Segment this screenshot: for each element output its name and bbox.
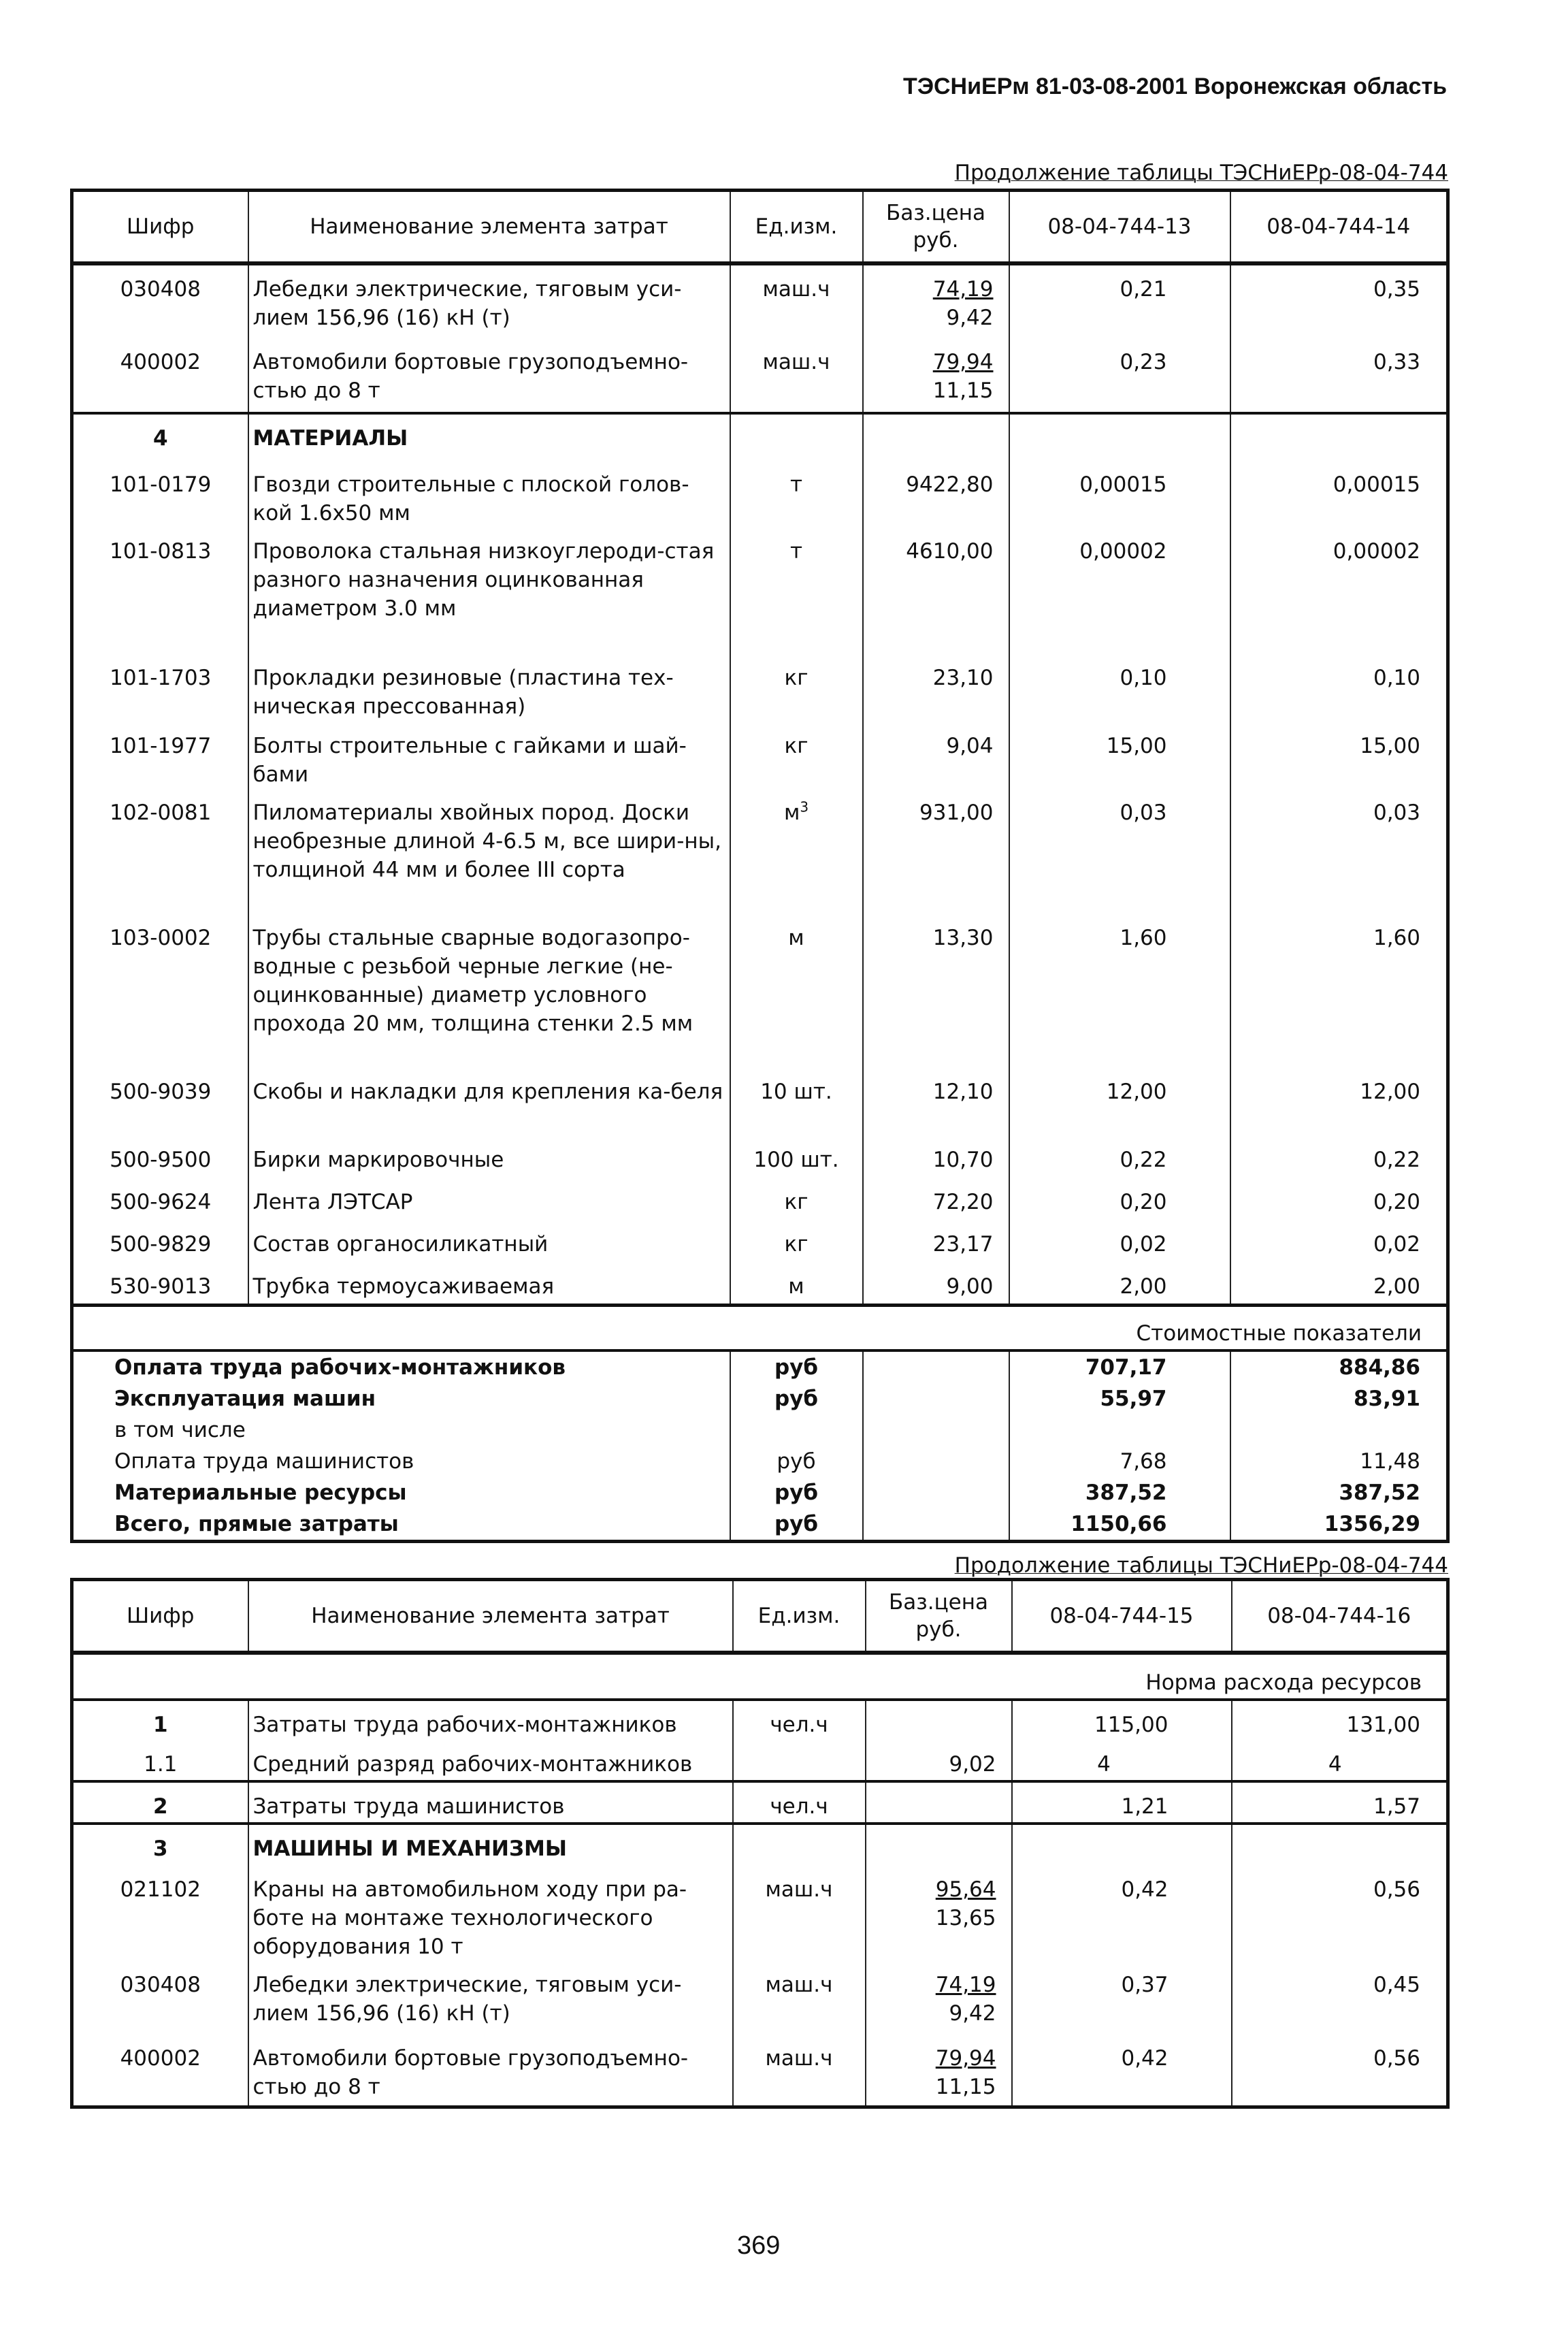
summary-row-total [72, 1508, 1448, 1542]
price-sub: 13,65 [935, 1906, 996, 1930]
row-value-2: 1,57 [1232, 1781, 1448, 1824]
row-unit: кг [730, 1178, 863, 1220]
summary-unit: руб [730, 1383, 863, 1414]
table2-resources [70, 1578, 1450, 2109]
header-col1: 08-04-744-13 [1009, 191, 1230, 264]
row-price [866, 1781, 1012, 1824]
table-row [72, 789, 1448, 914]
table-row [72, 914, 1448, 1068]
row-price: 23,17 [863, 1220, 1009, 1263]
row-value-1: 1,60 [1009, 914, 1230, 1068]
table-row [72, 654, 1448, 722]
row-code: 500-9829 [72, 1220, 248, 1263]
section-code: 4 [72, 413, 248, 461]
table-row [72, 722, 1448, 789]
row-name: Бирки маркировочные [248, 1136, 730, 1178]
row-value-1: 0,37 [1012, 1961, 1232, 2035]
unit-base: м [783, 800, 800, 825]
table-row [72, 1700, 1448, 1741]
row-name: Затраты труда машинистов [248, 1781, 733, 1824]
row-name: Автомобили бортовые грузоподъемно-стью до 8 т [248, 338, 730, 413]
row-unit: т [730, 528, 863, 654]
row-name: Прокладки резиновые (пластина тех-ническая прессованная) [248, 654, 730, 722]
row-price: 72,20 [863, 1178, 1009, 1220]
row-name: Скобы и накладки для крепления ка-беля [248, 1068, 730, 1136]
summary-value-2: 884,86 [1230, 1350, 1448, 1383]
row-value-1: 115,00 [1012, 1700, 1232, 1741]
row-unit [730, 789, 863, 914]
row-value-1: 2,00 [1009, 1263, 1230, 1305]
row-code: 030408 [72, 1961, 248, 2035]
row-unit: маш.ч [733, 1866, 866, 1961]
row-name: Затраты труда рабочих-монтажников [248, 1700, 733, 1741]
row-price: 9,02 [866, 1741, 1012, 1781]
header-code: Шифр [72, 191, 248, 264]
price-main: 74,19 [932, 277, 994, 302]
price-sub: 9,42 [949, 2001, 996, 2026]
table-row [72, 1068, 1448, 1136]
row-unit: т [730, 461, 863, 528]
row-value-1: 0,21 [1009, 263, 1230, 338]
summary-value-1: 7,68 [1009, 1446, 1230, 1477]
table-row [72, 528, 1448, 654]
summary-label: Эксплуатация машин [72, 1383, 730, 1414]
row-value-1: 0,03 [1009, 789, 1230, 914]
table-row [72, 1178, 1448, 1220]
row-name: Проволока стальная низкоуглероди-стая разного назначения оцинкованная диаметром 3.0 мм [248, 528, 730, 654]
table2-caption: Продолжение таблицы ТЭСНиЕРр-08-04-744 [954, 1553, 1448, 1578]
row-code: 1 [72, 1700, 248, 1741]
row-unit: кг [730, 654, 863, 722]
row-code: 1.1 [72, 1741, 248, 1781]
row-value-1: 0,00002 [1009, 528, 1230, 654]
header-price-line1: Баз.цена [885, 201, 986, 225]
summary-value-2: 83,91 [1230, 1383, 1448, 1414]
header-price-line1: Баз.цена [888, 1590, 989, 1615]
row-value-2: 0,03 [1230, 789, 1448, 914]
table-row [72, 1866, 1448, 1961]
summary-unit: руб [730, 1477, 863, 1508]
header-col2: 08-04-744-14 [1230, 191, 1448, 264]
table-row [72, 1961, 1448, 2035]
row-price: 10,70 [863, 1136, 1009, 1178]
banner-text: Норма расхода ресурсов [72, 1653, 1448, 1700]
header-code: Шифр [72, 1580, 248, 1653]
row-code: 2 [72, 1781, 248, 1824]
page-number: 369 [737, 2231, 781, 2260]
row-value-2: 2,00 [1230, 1263, 1448, 1305]
row-code: 400002 [72, 2035, 248, 2107]
row-value-1: 0,42 [1012, 2035, 1232, 2107]
summary-value-1: 55,97 [1009, 1383, 1230, 1414]
header-name: Наименование элемента затрат [248, 1580, 733, 1653]
summary-value-1: 387,52 [1009, 1477, 1230, 1508]
row-name: Пиломатериалы хвойных пород. Доски необрезные длиной 4-6.5 м, все шири-ны, толщиной 44 мм и более III сорта [248, 789, 730, 914]
summary-value-2: 11,48 [1230, 1446, 1448, 1477]
table-row [72, 1263, 1448, 1305]
row-value-2: 0,10 [1230, 654, 1448, 722]
row-value-2: 0,00002 [1230, 528, 1448, 654]
table2-header-row [72, 1580, 1448, 1653]
table1-header-row [72, 191, 1448, 264]
header-col2: 08-04-744-16 [1232, 1580, 1448, 1653]
price-main: 95,64 [935, 1877, 996, 1902]
row-code: 021102 [72, 1866, 248, 1961]
row-price [863, 263, 1009, 338]
row-unit: чел.ч [733, 1700, 866, 1741]
row-unit: м [730, 914, 863, 1068]
header-price [863, 191, 1009, 264]
row-price: 9,00 [863, 1263, 1009, 1305]
row-code: 530-9013 [72, 1263, 248, 1305]
summary-label: Всего, прямые затраты [72, 1508, 730, 1542]
row-value-2: 0,45 [1232, 1961, 1448, 2035]
row-price: 4610,00 [863, 528, 1009, 654]
table-row [72, 1741, 1448, 1781]
row-code: 102-0081 [72, 789, 248, 914]
row-value-2: 15,00 [1230, 722, 1448, 789]
banner-text: Стоимостные показатели [72, 1305, 1448, 1350]
summary-value-2 [1230, 1414, 1448, 1446]
row-name: Краны на автомобильном ходу при ра-боте на монтаже технологического оборудования 10 т [248, 1866, 733, 1961]
row-unit: маш.ч [733, 1961, 866, 2035]
row-value-1: 4 [1012, 1741, 1232, 1781]
row-code: 500-9500 [72, 1136, 248, 1178]
table1-caption: Продолжение таблицы ТЭСНиЕРр-08-04-744 [954, 161, 1448, 185]
page-header: ТЭСНиЕРм 81-03-08-2001 Воронежская область [903, 74, 1447, 99]
row-unit: кг [730, 722, 863, 789]
row-value-2: 4 [1232, 1741, 1448, 1781]
row-value-1: 1,21 [1012, 1781, 1232, 1824]
row-value-2: 0,20 [1230, 1178, 1448, 1220]
row-price: 23,10 [863, 654, 1009, 722]
summary-row [72, 1477, 1448, 1508]
price-main: 79,94 [935, 2046, 996, 2071]
row-value-1: 0,20 [1009, 1178, 1230, 1220]
row-unit: маш.ч [730, 338, 863, 413]
row-unit [733, 1741, 866, 1781]
row-name: Трубка термоусаживаемая [248, 1263, 730, 1305]
price-sub: 9,42 [946, 306, 994, 330]
row-unit: м [730, 1263, 863, 1305]
summary-label: Оплата труда рабочих-монтажников [72, 1350, 730, 1383]
summary-row [72, 1446, 1448, 1477]
summary-value-1: 707,17 [1009, 1350, 1230, 1383]
summary-row [72, 1383, 1448, 1414]
row-name: Состав органосиликатный [248, 1220, 730, 1263]
row-code: 500-9039 [72, 1068, 248, 1136]
price-main: 74,19 [935, 1973, 996, 1997]
summary-value-1 [1009, 1414, 1230, 1446]
row-unit: чел.ч [733, 1781, 866, 1824]
row-value-2: 0,56 [1232, 2035, 1448, 2107]
price-main: 79,94 [932, 350, 994, 374]
row-name: Болты строительные с гайками и шай-бами [248, 722, 730, 789]
row-unit: маш.ч [733, 2035, 866, 2107]
row-value-1: 0,22 [1009, 1136, 1230, 1178]
unit-superscript: 3 [800, 798, 809, 815]
table1-resources [70, 189, 1450, 1543]
summary-unit [730, 1414, 863, 1446]
row-name: Лебедки электрические, тяговым уси-лием 156,96 (16) кН (т) [248, 1961, 733, 2035]
summary-label: Материальные ресурсы [72, 1477, 730, 1508]
row-value-2: 12,00 [1230, 1068, 1448, 1136]
row-code: 030408 [72, 263, 248, 338]
row-value-2: 131,00 [1232, 1700, 1448, 1741]
cost-indicators-banner [72, 1305, 1448, 1350]
summary-row [72, 1350, 1448, 1383]
row-unit: кг [730, 1220, 863, 1263]
row-value-1: 0,00015 [1009, 461, 1230, 528]
section-title: МАТЕРИАЛЫ [248, 413, 730, 461]
summary-unit: руб [730, 1508, 863, 1542]
row-code: 101-0179 [72, 461, 248, 528]
row-value-1: 12,00 [1009, 1068, 1230, 1136]
header-unit: Ед.изм. [730, 191, 863, 264]
row-value-1: 0,42 [1012, 1866, 1232, 1961]
summary-unit: руб [730, 1350, 863, 1383]
header-name: Наименование элемента затрат [248, 191, 730, 264]
price-sub: 11,15 [935, 2075, 996, 2099]
row-price [866, 1961, 1012, 2035]
row-name: Лента ЛЭТСАР [248, 1178, 730, 1220]
table-row [72, 338, 1448, 413]
row-value-2: 0,35 [1230, 263, 1448, 338]
row-price [866, 1700, 1012, 1741]
row-price: 9,04 [863, 722, 1009, 789]
table-row [72, 1781, 1448, 1824]
header-price-line2: руб. [913, 228, 959, 253]
resource-norm-banner [72, 1653, 1448, 1700]
table-row [72, 1136, 1448, 1178]
row-value-1: 15,00 [1009, 722, 1230, 789]
section-code: 3 [72, 1824, 248, 1866]
row-value-2: 1,60 [1230, 914, 1448, 1068]
row-name: Трубы стальные сварные водогазопро-водные с резьбой черные легкие (не-оцинкованные) диаметр условного прохода 20 мм, толщина стенки 2.5 мм [248, 914, 730, 1068]
row-unit: маш.ч [730, 263, 863, 338]
row-unit: 10 шт. [730, 1068, 863, 1136]
row-value-2: 0,56 [1232, 1866, 1448, 1961]
table-row [72, 2035, 1448, 2107]
row-price [866, 2035, 1012, 2107]
row-price [863, 338, 1009, 413]
row-code: 103-0002 [72, 914, 248, 1068]
row-value-2: 0,22 [1230, 1136, 1448, 1178]
summary-value-2: 1356,29 [1230, 1508, 1448, 1542]
row-name: Автомобили бортовые грузоподъемно-стью до 8 т [248, 2035, 733, 2107]
summary-label: Оплата труда машинистов [72, 1446, 730, 1477]
section-title: МАШИНЫ И МЕХАНИЗМЫ [248, 1824, 733, 1866]
row-value-2: 0,02 [1230, 1220, 1448, 1263]
row-code: 101-1703 [72, 654, 248, 722]
row-price: 931,00 [863, 789, 1009, 914]
row-name: Гвозди строительные с плоской голов-кой 1.6х50 мм [248, 461, 730, 528]
row-value-1: 0,10 [1009, 654, 1230, 722]
row-code: 101-0813 [72, 528, 248, 654]
table-row [72, 1220, 1448, 1263]
row-price: 9422,80 [863, 461, 1009, 528]
header-price-line2: руб. [915, 1617, 962, 1642]
row-unit: 100 шт. [730, 1136, 863, 1178]
table-row [72, 263, 1448, 338]
summary-value-1: 1150,66 [1009, 1508, 1230, 1542]
summary-row [72, 1414, 1448, 1446]
price-sub: 11,15 [932, 378, 994, 403]
row-price [866, 1866, 1012, 1961]
row-name: Средний разряд рабочих-монтажников [248, 1741, 733, 1781]
row-price: 12,10 [863, 1068, 1009, 1136]
section-row-materials [72, 413, 1448, 461]
header-price [866, 1580, 1012, 1653]
row-value-1: 0,23 [1009, 338, 1230, 413]
summary-unit: руб [730, 1446, 863, 1477]
row-code: 101-1977 [72, 722, 248, 789]
row-value-1: 0,02 [1009, 1220, 1230, 1263]
row-value-2: 0,33 [1230, 338, 1448, 413]
row-code: 400002 [72, 338, 248, 413]
row-price: 13,30 [863, 914, 1009, 1068]
summary-label: в том числе [72, 1414, 730, 1446]
section-row-machines [72, 1824, 1448, 1866]
summary-value-2: 387,52 [1230, 1477, 1448, 1508]
row-code: 500-9624 [72, 1178, 248, 1220]
row-value-2: 0,00015 [1230, 461, 1448, 528]
header-col1: 08-04-744-15 [1012, 1580, 1232, 1653]
row-name: Лебедки электрические, тяговым уси-лием 156,96 (16) кН (т) [248, 263, 730, 338]
table-row [72, 461, 1448, 528]
header-unit: Ед.изм. [733, 1580, 866, 1653]
